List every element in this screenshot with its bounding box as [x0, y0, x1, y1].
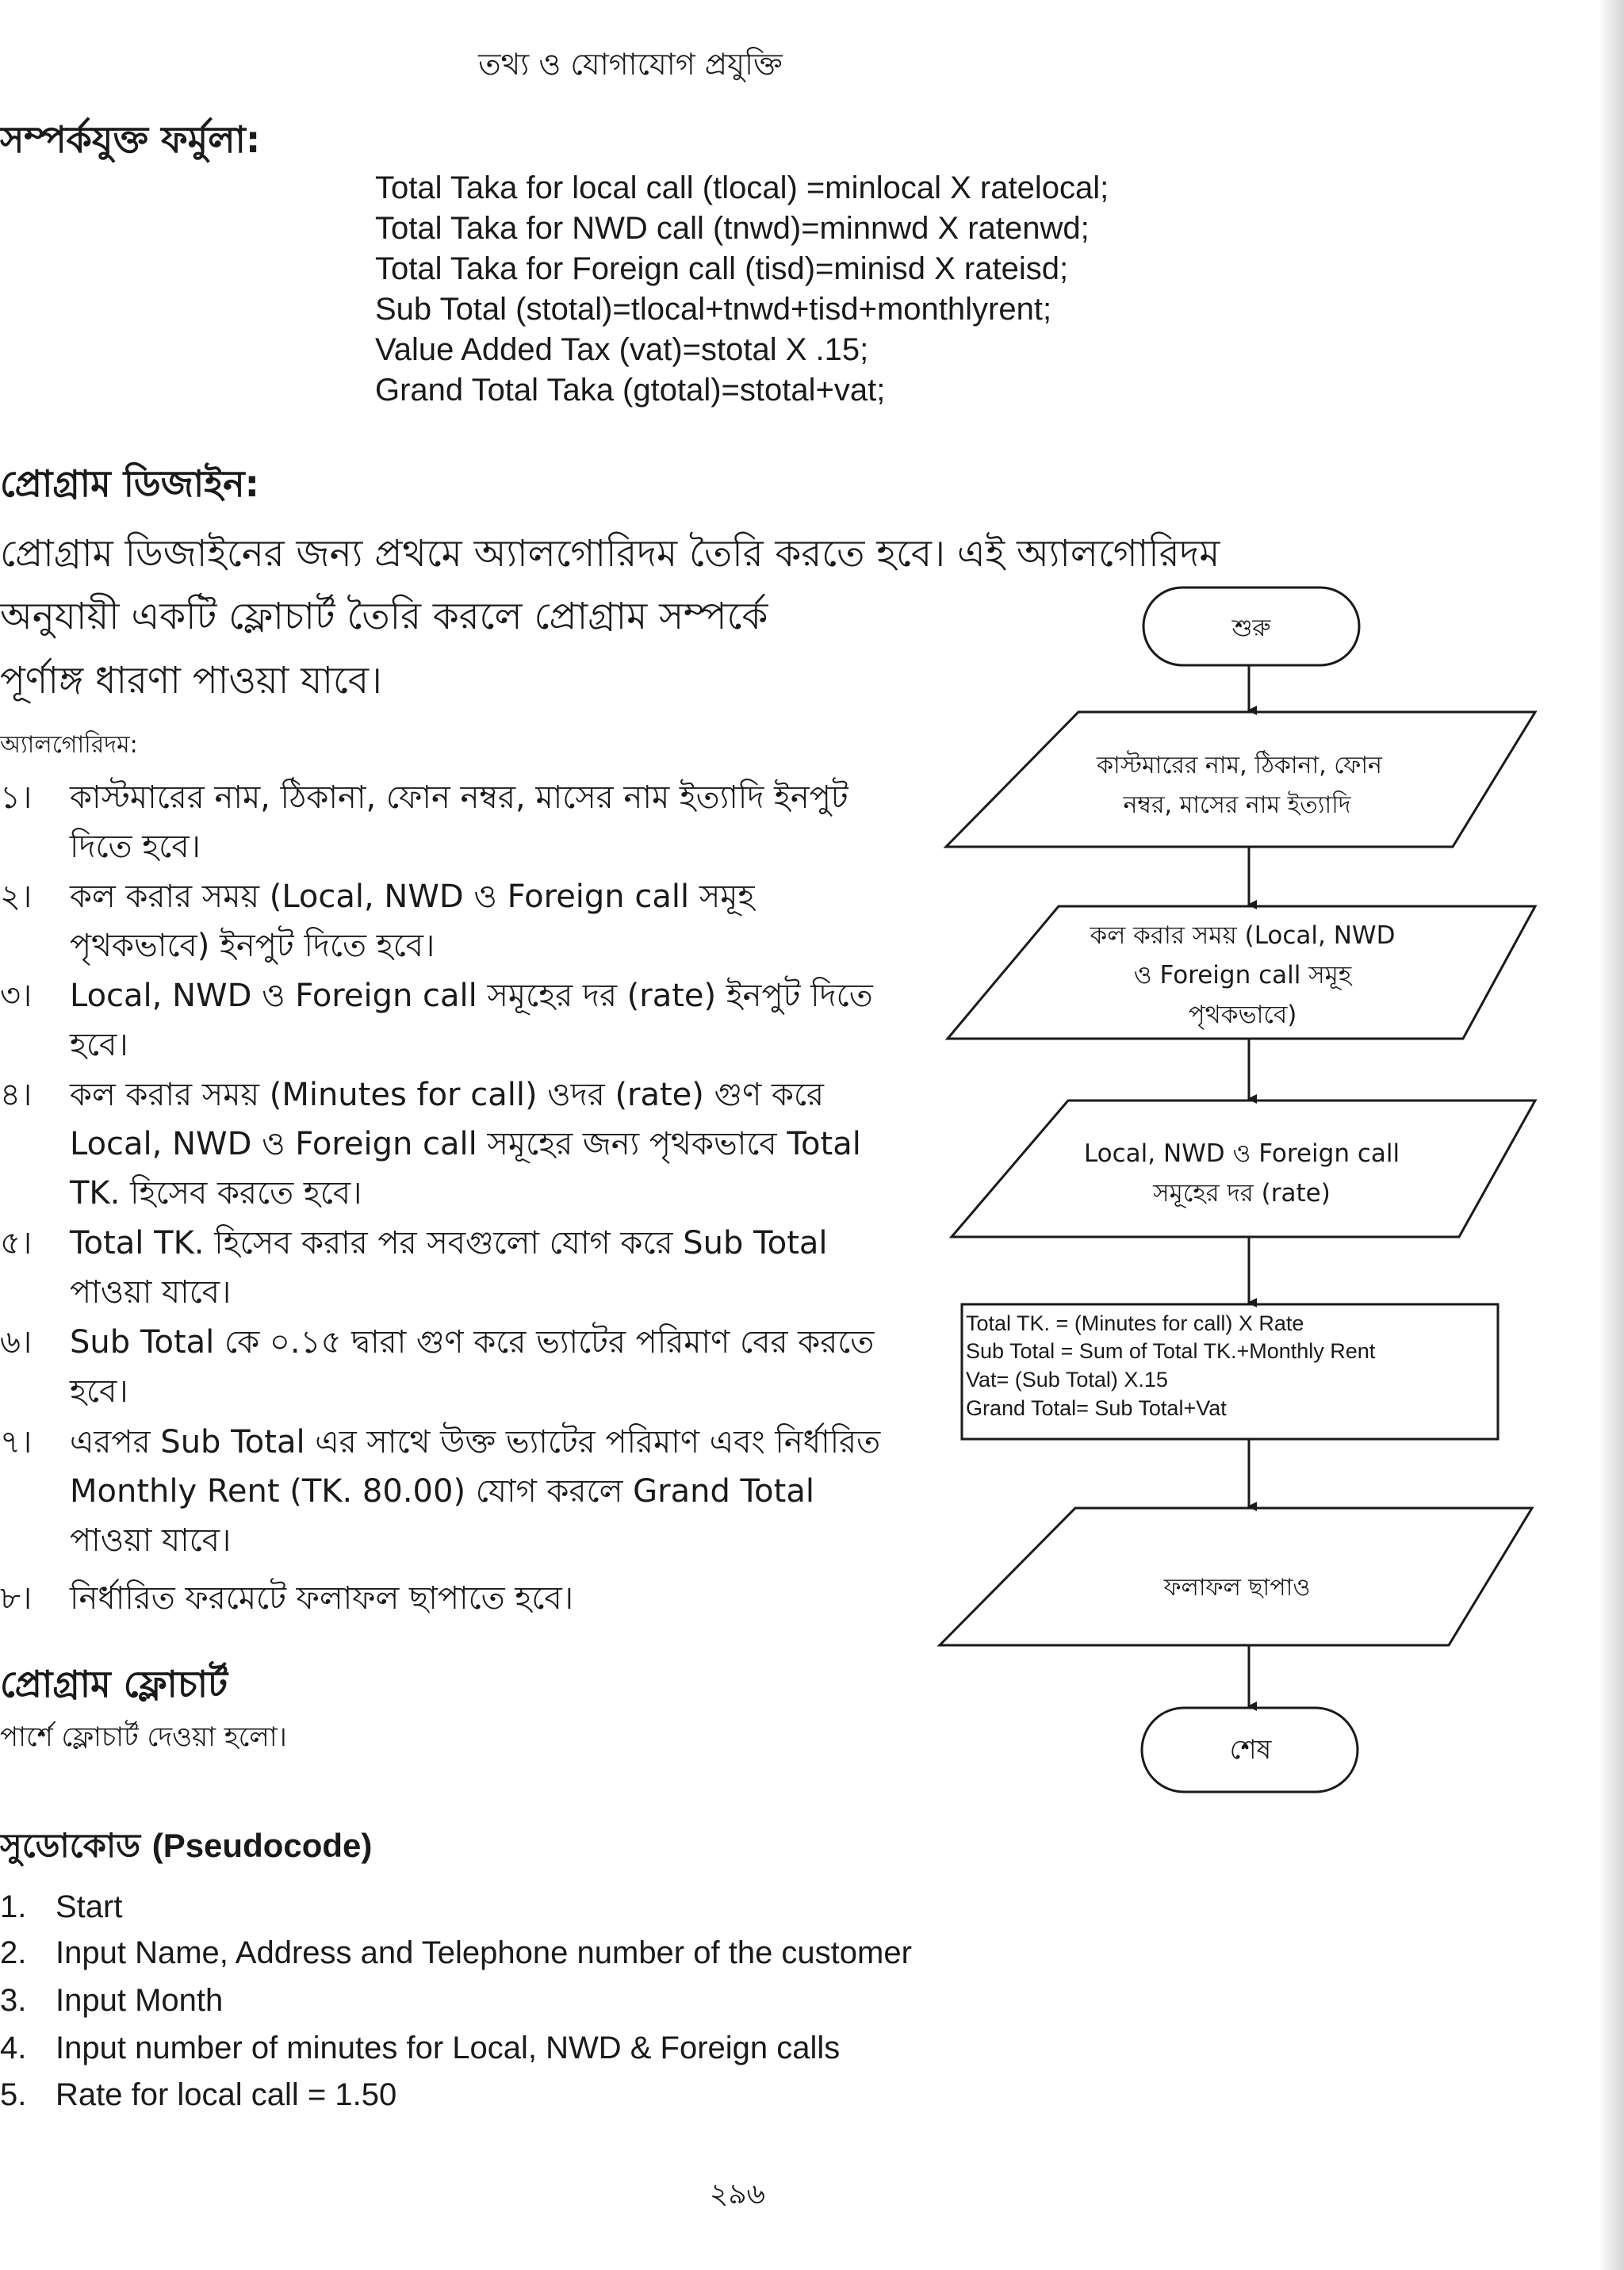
pseudocode-heading-bn: সুডোকোড — [0, 1826, 141, 1865]
algorithm-label: অ্যালগোরিদম: — [0, 731, 138, 759]
page-header: তথ্য ও যোগাযোগ প্রযুক্তি — [478, 47, 783, 82]
formula-line: Value Added Tax (vat)=stotal X .15; — [375, 332, 869, 367]
step-text: পাওয়া যাবে। — [70, 1274, 232, 1311]
item-text: Rate for local call = 1.50 — [56, 2077, 397, 2112]
formula-line: Total Taka for Foreign call (tisd)=minisd X rateisd; — [375, 251, 1069, 286]
flowchart-process-line4: Grand Total= Sub Total+Vat — [966, 1396, 1227, 1420]
design-intro-line2: অনুযায়ী একটি ফ্লোচার্ট তৈরি করলে প্রোগ্রাম সম্পর্কে — [0, 595, 768, 638]
step-text: এরপর Sub Total এর সাথে উক্ত ভ্যাটের পরিমাণ এবং নির্ধারিত — [70, 1424, 881, 1460]
step-text: কাস্টমারের নাম, ঠিকানা, ফোন নম্বর, মাসের নাম ইত্যাদি ইনপুট — [70, 779, 848, 816]
formula-line: Total Taka for local call (tlocal) =minlocal X ratelocal; — [375, 170, 1109, 205]
flowchart-input-rates — [952, 1101, 1535, 1237]
flowchart-start-label: শুরু — [1231, 614, 1271, 642]
step-text: Total TK. হিসেব করার পর সবগুলো যোগ করে Sub Total — [70, 1225, 828, 1261]
flowchart-input3-line1: Local, NWD ও Foreign call — [1083, 1139, 1400, 1168]
flowchart-input-customer-info — [946, 712, 1535, 847]
step-text: দিতে হবে। — [70, 829, 201, 865]
item-number: 1. — [0, 1889, 27, 1924]
design-heading: প্রোগ্রাম ডিজাইন: — [0, 462, 259, 505]
flowchart-input3-line2: সমূহের দর (rate) — [1153, 1179, 1331, 1208]
flowchart-input1-line1: কাস্টমারের নাম, ঠিকানা, ফোন — [1097, 752, 1382, 779]
step-text: Monthly Rent (TK. 80.00) যোগ করলে Grand Total — [70, 1473, 814, 1510]
flowchart-input2-line3: পৃথকভাবে) — [1188, 1001, 1297, 1029]
item-number: 2. — [0, 1935, 27, 1970]
step-number: ৮। — [0, 1580, 33, 1617]
step-text: হবে। — [70, 1373, 128, 1410]
step-text: Sub Total কে ০.১৫ দ্বারা গুণ করে ভ্যাটের পরিমাণ বের করতে — [70, 1324, 875, 1361]
step-number: ৭। — [0, 1424, 33, 1460]
step-number: ৫। — [0, 1225, 33, 1261]
flowchart-input2-line2: ও Foreign call সমূহ — [1133, 961, 1352, 990]
flowchart-end-label: শেষ — [1229, 1734, 1272, 1766]
item-number: 3. — [0, 1983, 27, 2018]
formula-line: Total Taka for NWD call (tnwd)=minnwd X ratenwd; — [375, 211, 1090, 246]
formula-line: Sub Total (stotal)=tlocal+tnwd+tisd+monthlyrent; — [375, 292, 1052, 327]
step-text: পাওয়া যাবে। — [70, 1522, 232, 1559]
item-text: Input Name, Address and Telephone number of the customer — [56, 1935, 912, 1970]
step-text: পৃথকভাবে) ইনপুট দিতে হবে। — [70, 928, 435, 964]
step-number: ৬। — [0, 1324, 33, 1361]
step-number: ২। — [0, 879, 33, 915]
flowchart-input1-line2: নম্বর, মাসের নাম ইত্যাদি — [1123, 791, 1351, 819]
step-number: ৩। — [0, 978, 33, 1014]
step-text: TK. হিসেব করতে হবে। — [70, 1175, 362, 1212]
item-text: Input number of minutes for Local, NWD & Foreign calls — [56, 2031, 841, 2065]
step-text: কল করার সময় (Minutes for call) ওদর (rate) গুণ করে — [70, 1077, 825, 1113]
item-number: 5. — [0, 2077, 27, 2112]
item-text: Input Month — [56, 1983, 224, 2018]
formula-line: Grand Total Taka (gtotal)=stotal+vat; — [375, 373, 886, 408]
flowchart-process-line1: Total TK. = (Minutes for call) X Rate — [966, 1311, 1304, 1335]
step-text: কল করার সময় (Local, NWD ও Foreign call সমূহ — [70, 879, 755, 915]
pseudocode-heading-en: (Pseudocode) — [151, 1827, 373, 1864]
step-text: নির্ধারিত ফরমেটে ফলাফল ছাপাতে হবে। — [70, 1580, 574, 1617]
item-text: Start — [56, 1889, 123, 1924]
design-intro-line1: প্রোগ্রাম ডিজাইনের জন্য প্রথমে অ্যালগোরিদম তৈরি করতে হবে। এই অ্যালগোরিদম — [0, 532, 1220, 576]
page-number: ২৯৬ — [709, 2178, 766, 2211]
flowchart-process-line2: Sub Total = Sum of Total TK.+Monthly Rent — [966, 1339, 1376, 1363]
flowchart-output-label: ফলাফল ছাপাও — [1163, 1574, 1311, 1602]
step-number: ১। — [0, 779, 33, 816]
step-text: Local, NWD ও Foreign call সমূহের দর (rate) ইনপুট দিতে — [70, 978, 873, 1014]
step-text: হবে। — [70, 1027, 128, 1063]
flowchart-process-line3: Vat= (Sub Total) X.15 — [966, 1368, 1168, 1391]
flowchart-note: পার্শে ফ্লোচার্ট দেওয়া হলো। — [0, 1721, 287, 1753]
step-text: Local, NWD ও Foreign call সমূহের জন্য পৃথকভাবে Total — [70, 1126, 861, 1162]
formula-heading: সম্পর্কযুক্ত ফর্মুলা: — [0, 118, 261, 161]
flowchart-heading: প্রোগ্রাম ফ্লোচার্ট — [0, 1663, 228, 1705]
design-intro-line3: পূর্ণাঙ্গ ধারণা পাওয়া যাবে। — [0, 659, 382, 702]
step-number: ৪। — [0, 1077, 33, 1113]
item-number: 4. — [0, 2031, 27, 2065]
flowchart-input2-line1: কল করার সময় (Local, NWD — [1090, 921, 1396, 950]
